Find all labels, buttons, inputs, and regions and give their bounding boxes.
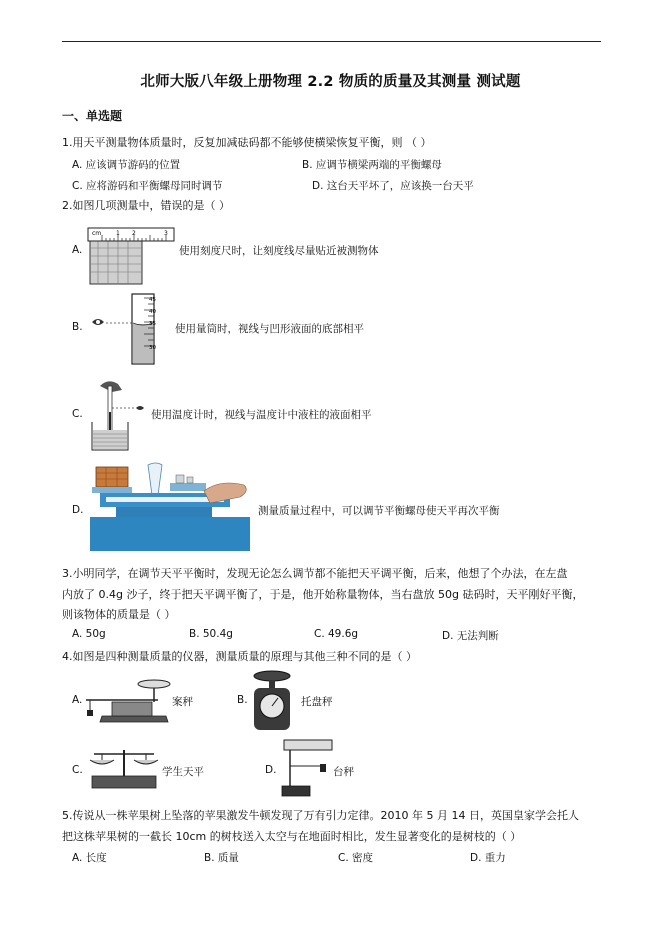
q2-option-b-desc: 使用量筒时，视线与凹形液面的底部相平 — [175, 323, 364, 335]
q2-option-c-label: C. — [72, 408, 83, 420]
q4-option-c-label: C. — [72, 764, 83, 776]
question-5-line-2: 把这株苹果树的一截长 10cm 的树枝送入太空与在地面时相比，发生显著变化的是树枝的（ ） — [62, 830, 522, 843]
platform-scale-figure — [250, 668, 294, 732]
q4-option-a-label: A. — [72, 694, 83, 706]
q1-option-a: A. 应该调节游码的位置 — [72, 159, 181, 171]
cylinder-mark-40: 40 — [149, 309, 156, 315]
q4-option-d-label: D. — [265, 764, 277, 776]
question-1-text: 1.用天平测量物体质量时，反复加减砝码都不能够使横梁恢复平衡，则 （ ） — [62, 136, 432, 149]
page-title: 北师大版八年级上册物理 2.2 物质的质量及其测量 测试题 — [140, 74, 521, 90]
ruler-mark-cm: cm — [92, 230, 102, 237]
q1-option-d: D. 这台天平坏了，应该换一台天平 — [312, 180, 474, 192]
question-2-text: 2.如图几项测量中，错误的是（ ） — [62, 199, 230, 212]
q2-option-a-desc: 使用刻度尺时，让刻度线尽量贴近被测物体 — [179, 245, 379, 257]
q4-option-c-name: 学生天平 — [162, 766, 204, 778]
cylinder-mark-45: 45 — [149, 297, 156, 303]
q2-option-c-desc: 使用温度计时，视线与温度计中液柱的液面相平 — [151, 409, 372, 421]
ruler-mark-2: 2 — [132, 230, 136, 237]
q2-option-d-desc: 测量质量过程中，可以调节平衡螺母使天平再次平衡 — [258, 505, 500, 517]
q5-option-b: B. 质量 — [204, 852, 239, 864]
q5-option-c: C. 密度 — [338, 852, 374, 864]
ruler-mark-1: 1 — [116, 230, 120, 237]
q4-option-b-name: 托盘秤 — [301, 696, 333, 708]
q2-option-d-label: D. — [72, 504, 84, 516]
case-scale-figure — [82, 672, 172, 724]
ruler-mark-3: 3 — [164, 230, 168, 237]
balance-adjusting-figure — [86, 461, 256, 553]
q3-option-c: C. 49.6g — [314, 628, 359, 640]
question-3-line-2: 内放了 0.4g 沙子，终于把天平调平衡了，于是，他开始称量物体，当右盘放 50g 砝码时，天平刚好平衡， — [62, 588, 584, 601]
cylinder-mark-35: 35 — [149, 321, 156, 327]
q4-option-b-label: B. — [237, 694, 248, 706]
cylinder-mark-30: 30 — [149, 345, 156, 351]
question-4-text: 4.如图是四种测量质量的仪器，测量质量的原理与其他三种不同的是（ ） — [62, 650, 417, 663]
q2-option-a-label: A. — [72, 244, 83, 256]
q3-option-d: D. 无法判断 — [442, 630, 499, 642]
q5-option-a: A. 长度 — [72, 852, 107, 864]
student-balance-figure — [86, 742, 162, 792]
thermometer-figure — [88, 378, 154, 452]
ruler-figure — [88, 226, 178, 286]
q3-option-b: B. 50.4g — [189, 628, 233, 640]
question-3-line-3: 则该物体的质量是（ ） — [62, 608, 176, 621]
table-scale-figure — [280, 736, 336, 800]
header-rule — [62, 41, 601, 42]
q1-option-b: B. 应调节横梁两端的平衡螺母 — [302, 159, 442, 171]
q1-option-c: C. 应将游码和平衡螺母同时调节 — [72, 180, 223, 192]
section-heading: 一、单选题 — [62, 109, 123, 123]
question-5-line-1: 5.传说从一株苹果树上坠落的苹果激发牛顿发现了万有引力定律。2010 年 5 月 14 日，英国皇家学会托人 — [62, 809, 579, 822]
q3-option-a: A. 50g — [72, 628, 106, 640]
q5-option-d: D. 重力 — [470, 852, 506, 864]
measuring-cylinder-figure — [86, 292, 176, 366]
q2-option-b-label: B. — [72, 321, 83, 333]
question-3-line-1: 3.小明同学，在调节天平平衡时，发现无论怎么调节都不能把天平调平衡，后来，他想了个办法，在左盘 — [62, 567, 568, 580]
q4-option-a-name: 案秤 — [172, 696, 193, 708]
q4-option-d-name: 台秤 — [333, 766, 354, 778]
